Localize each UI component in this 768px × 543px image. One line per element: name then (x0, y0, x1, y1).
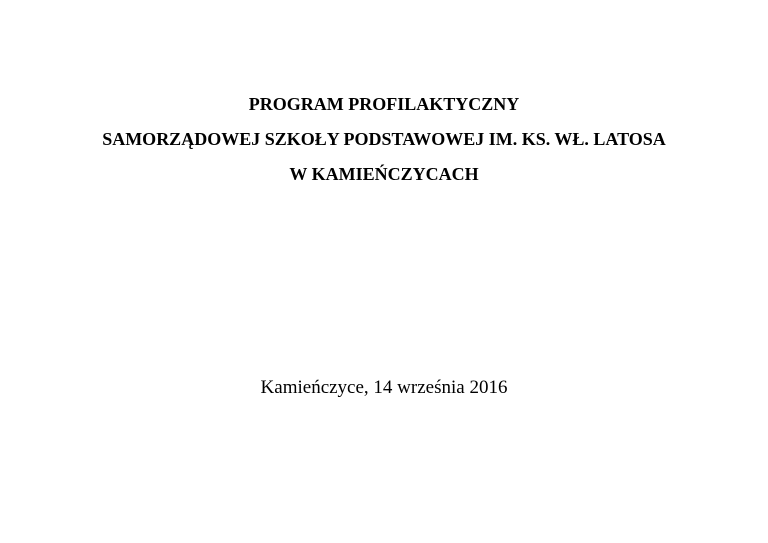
place-and-date: Kamieńczyce, 14 września 2016 (260, 377, 508, 398)
title-line-2: SAMORZĄDOWEJ SZKOŁY PODSTAWOWEJ IM. KS. WŁ. LATOSA (102, 129, 666, 149)
title-line-3: W KAMIEŃCZYCACH (289, 164, 479, 184)
title-line-1: PROGRAM PROFILAKTYCZNY (248, 94, 520, 114)
document-title (0, 94, 768, 199)
